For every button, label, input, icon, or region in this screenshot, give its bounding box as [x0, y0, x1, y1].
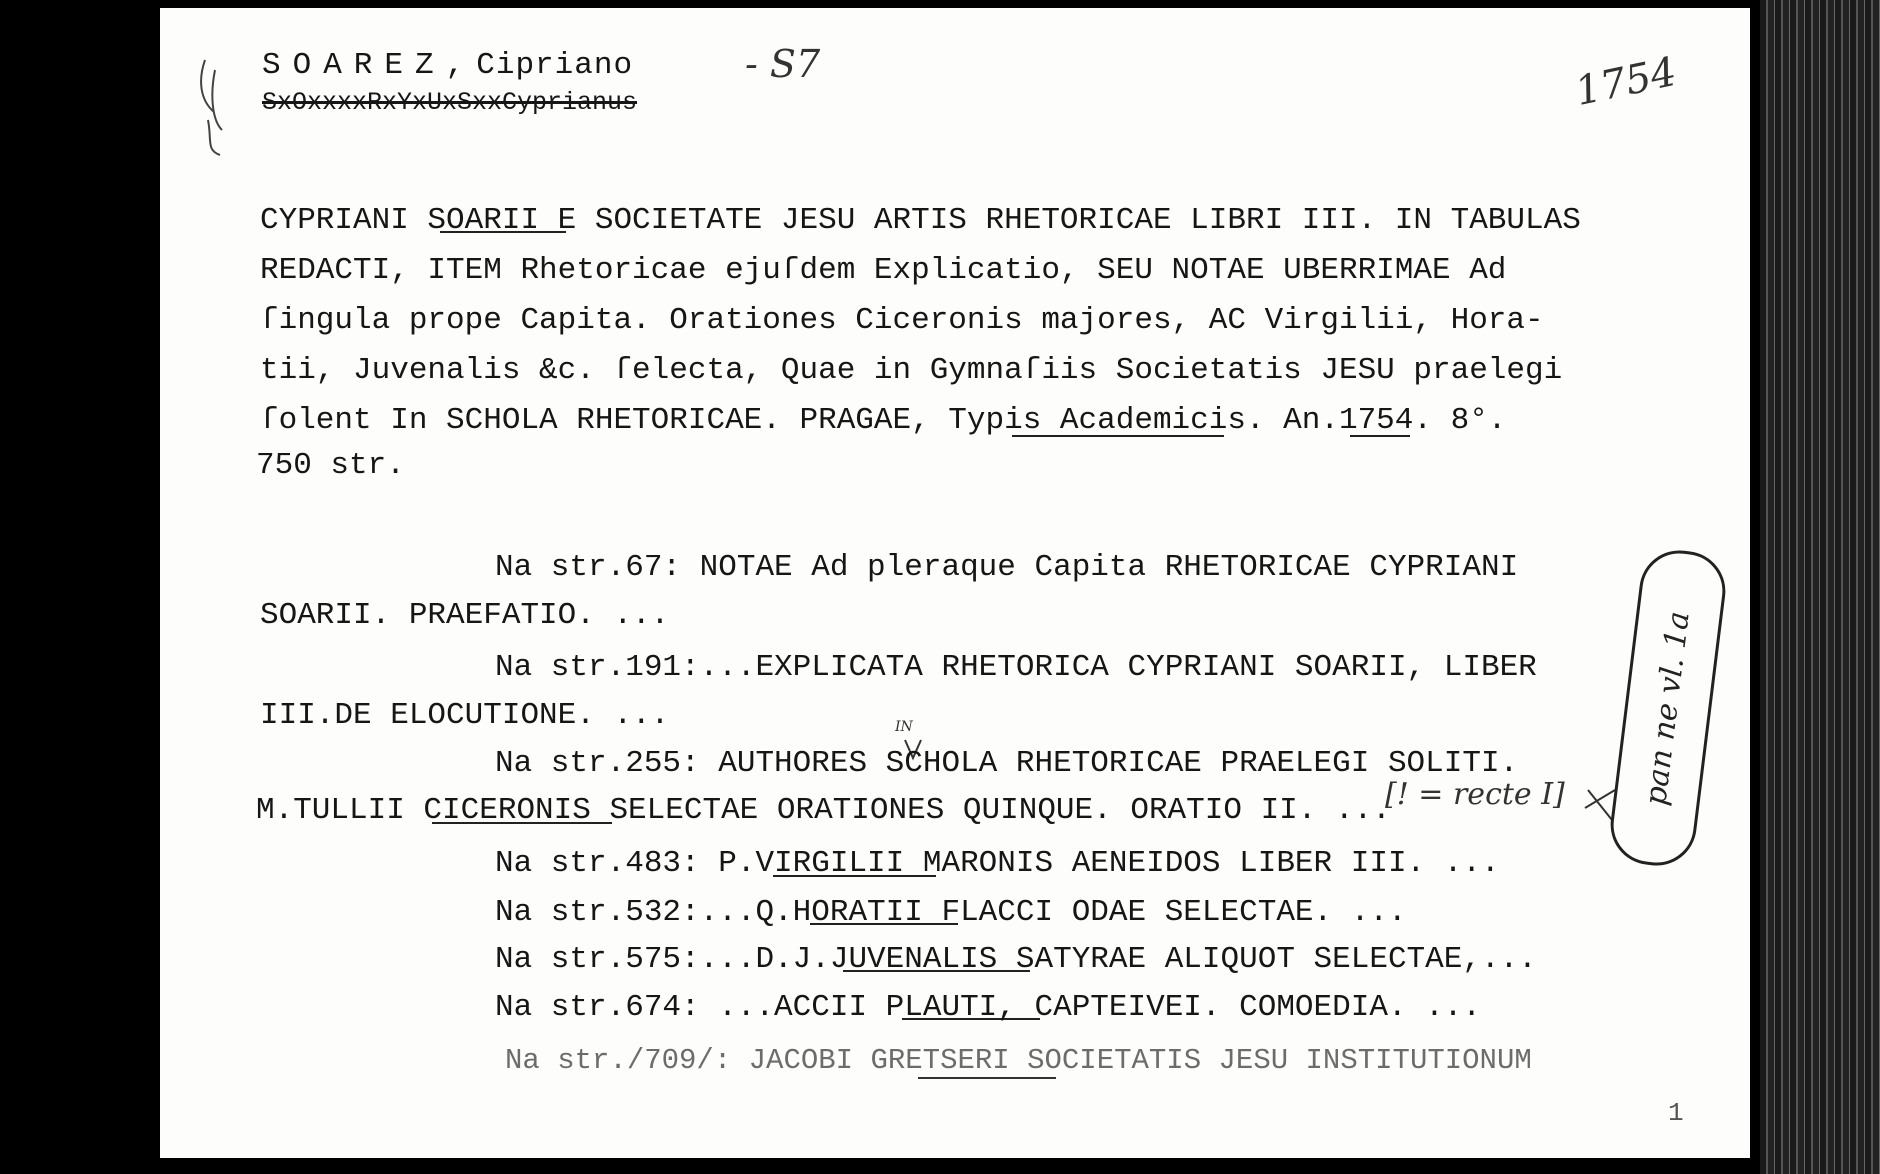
title-line-4: tii, Juvenalis &c. ſelecta, Quae in Gymnaſiis Societatis JESU praelegi — [260, 353, 1563, 388]
year-mark: 1754 — [1571, 48, 1681, 116]
contents-line: M.TULLII CICERONIS SELECTAE ORATIONES QUINQUE. ORATIO II. ... — [256, 793, 1391, 828]
struck-heading-line: SxOxxxxRxYxUxSxxCyprianus — [262, 88, 638, 117]
contents-line: Na str.575:...D.J.JUVENALIS SATYRAE ALIQUOT SELECTAE,... — [495, 942, 1537, 977]
contents-line: Na str.255: AUTHORES SCHOLA RHETORICAE PRAELEGI SOLITI. — [495, 746, 1519, 781]
contents-line: Na str.483: P.VIRGILII MARONIS AENEIDOS LIBER III. ... — [495, 846, 1500, 881]
author-heading — [262, 50, 633, 81]
stamp-text: pan ne vl. 1a — [1638, 609, 1698, 807]
title-line-1: CYPRIANI SOARII E SOCIETATE JESU ARTIS RHETORICAE LIBRI III. IN TABULAS — [260, 203, 1581, 238]
handwritten-correction: [! = recte I] — [1385, 777, 1565, 812]
contents-line: III.DE ELOCUTIONE. ... — [260, 698, 670, 733]
page-number: 1 — [1668, 1098, 1684, 1128]
contents-line: SOARII. PRAEFATIO. ... — [260, 598, 670, 633]
contents-line: Na str.532:...Q.HORATII FLACCI ODAE SELECTAE. ... — [495, 895, 1407, 930]
film-edge — [1760, 0, 1880, 1174]
author-surname: SOAREZ, — [262, 48, 477, 83]
title-line-2: REDACTI, ITEM Rhetoricae ejuſdem Explicatio, SEU NOTAE UBERRIMAE Ad — [260, 253, 1507, 288]
title-line-3: ſingula prope Capita. Orationes Ciceronis majores, AC Virgilii, Hora- — [260, 303, 1544, 338]
insertion-mark: IN — [895, 719, 913, 735]
call-number-mark: - S7 — [745, 42, 821, 86]
contents-line: Na str.191:...EXPLICATA RHETORICA CYPRIANI SOARII, LIBER — [495, 650, 1537, 685]
title-line-5: ſolent In SCHOLA RHETORICAE. PRAGAE, Typis Academicis. An.1754. 8°. — [260, 403, 1507, 438]
contents-line: Na str.67: NOTAE Ad pleraque Capita RHETORICAE CYPRIANI — [495, 550, 1519, 585]
author-given-name: Cipriano — [476, 48, 634, 83]
contents-line: Na str./709/: JACOBI GRETSERI SOCIETATIS JESU INSTITUTIONUM — [505, 1044, 1532, 1077]
page-count: 750 str. — [256, 448, 405, 483]
contents-line: Na str.674: ...ACCII PLAUTI, CAPTEIVEI. COMOEDIA. ... — [495, 990, 1481, 1025]
